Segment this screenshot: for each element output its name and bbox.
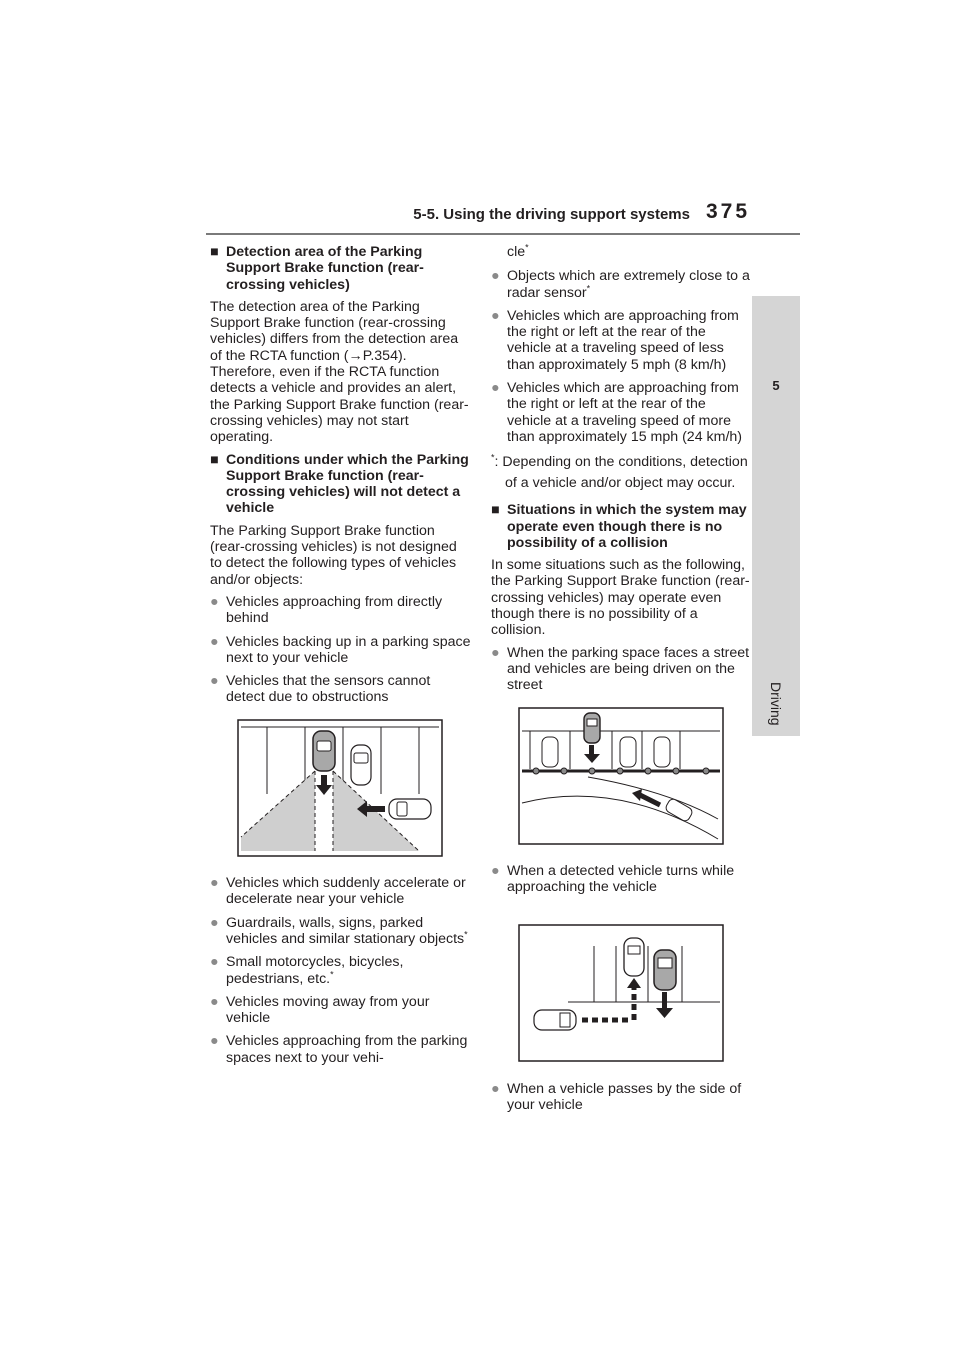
list-item: ● Guardrails, walls, signs, parked vehicles and similar stationary objects* <box>210 914 468 947</box>
list-item: ● Objects which are extremely close to a radar sensor* <box>491 268 750 301</box>
header-rule <box>206 233 800 235</box>
footnote: *: Depending on the conditions, detection of a vehicle and/or object may occur. <box>491 452 748 492</box>
square-bullet-icon: ■ <box>491 502 500 519</box>
figure-street-diagram <box>518 707 724 845</box>
square-bullet-icon: ■ <box>210 451 219 468</box>
list-item: ● Vehicles moving away from your vehicle <box>210 993 430 1027</box>
list-item: ● Vehicles that the sensors cannot detect due to obstructions <box>210 673 431 706</box>
list-item: ● When the parking space faces a street and vehicles are being driven on the street <box>491 644 750 694</box>
asterisk-mark: * <box>491 452 495 463</box>
dot-bullet-icon: ● <box>491 380 500 397</box>
dot-bullet-icon: ● <box>491 644 500 661</box>
left-column <box>210 244 472 1073</box>
paragraph-conditions: The Parking Support Brake function (rear-crossing vehicles) is not designed to detect the following types of vehicles and/or objects: <box>210 522 457 588</box>
paragraph-detection-area: The detection area of the Parking Support Brake function (rear-crossing vehicles) differs from the detection area of the RCTA function (→P.354). Therefore, even if the RCTA function detects a vehicle and provides an alert, the Parking Support Brake function (rear-crossing vehicles) may not start operating. <box>210 298 469 446</box>
dot-bullet-icon: ● <box>491 1080 500 1097</box>
figure-turning-diagram <box>518 924 724 1062</box>
dot-bullet-icon: ● <box>210 954 219 971</box>
list-item: ● When a detected vehicle turns while approaching the vehicle <box>491 862 735 896</box>
chapter-number: 5 <box>772 378 780 393</box>
dot-bullet-icon: ● <box>210 633 219 650</box>
chapter-tab <box>752 296 800 736</box>
dot-bullet-icon: ● <box>491 307 500 324</box>
right-column <box>491 244 753 1120</box>
dot-bullet-icon: ● <box>210 993 219 1010</box>
list-item: ● Vehicles approaching from directly behind <box>210 593 443 627</box>
chapter-label-wrap <box>762 682 792 742</box>
dot-bullet-icon: ● <box>210 593 219 610</box>
continued-text: cle* <box>507 242 529 260</box>
heading-detection-area: ■ Detection area of the Parking Support Brake function (rear-crossing vehicles) <box>210 244 424 293</box>
figure-obstruction-diagram <box>237 719 443 857</box>
page-number: 375 <box>706 200 751 223</box>
dot-bullet-icon: ● <box>491 268 500 285</box>
asterisk-mark: * <box>586 282 591 293</box>
list-item: ● Vehicles approaching from the parking spaces next to your vehi- <box>210 1033 468 1066</box>
dot-bullet-icon: ● <box>491 862 500 879</box>
list-item: ● Vehicles which are approaching from the right or left at the rear of the vehicle at a traveling speed of less than approximately 5 mph (8 km/h) <box>491 307 739 373</box>
square-bullet-icon: ■ <box>210 244 219 260</box>
chapter-label: Driving <box>768 682 784 726</box>
asterisk-mark: * <box>464 929 468 940</box>
list-item: ● When a vehicle passes by the side of your vehicle <box>491 1080 742 1114</box>
heading-conditions: ■ Conditions under which the Parking Support Brake function (rear-crossing vehicles) will not detect a vehicle <box>210 451 469 517</box>
asterisk-mark: * <box>525 242 529 253</box>
paragraph-situations: In some situations such as the following, the Parking Support Brake function (rear-crossing vehicles) may operate even though there is no possibility of a collision. <box>491 557 750 639</box>
heading-situations: ■ Situations in which the system may operate even though there is no possibility of a collision <box>491 502 747 551</box>
dot-bullet-icon: ● <box>210 875 219 892</box>
list-item: ● Vehicles which suddenly accelerate or decelerate near your vehicle <box>210 875 466 908</box>
dot-bullet-icon: ● <box>210 1033 219 1050</box>
section-title: 5-5. Using the driving support systems <box>413 206 690 223</box>
list-item: ● Vehicles backing up in a parking space next to your vehicle <box>210 633 471 666</box>
asterisk-mark: * <box>330 968 334 979</box>
list-item: ● Vehicles which are approaching from the right or left at the rear of the vehicle at a traveling speed of more than approximately 15 mph (24 km/h) <box>491 380 742 445</box>
dot-bullet-icon: ● <box>210 673 219 690</box>
dot-bullet-icon: ● <box>210 914 219 931</box>
list-item: ● Small motorcycles, bicycles, pedestrians, etc.* <box>210 954 404 987</box>
